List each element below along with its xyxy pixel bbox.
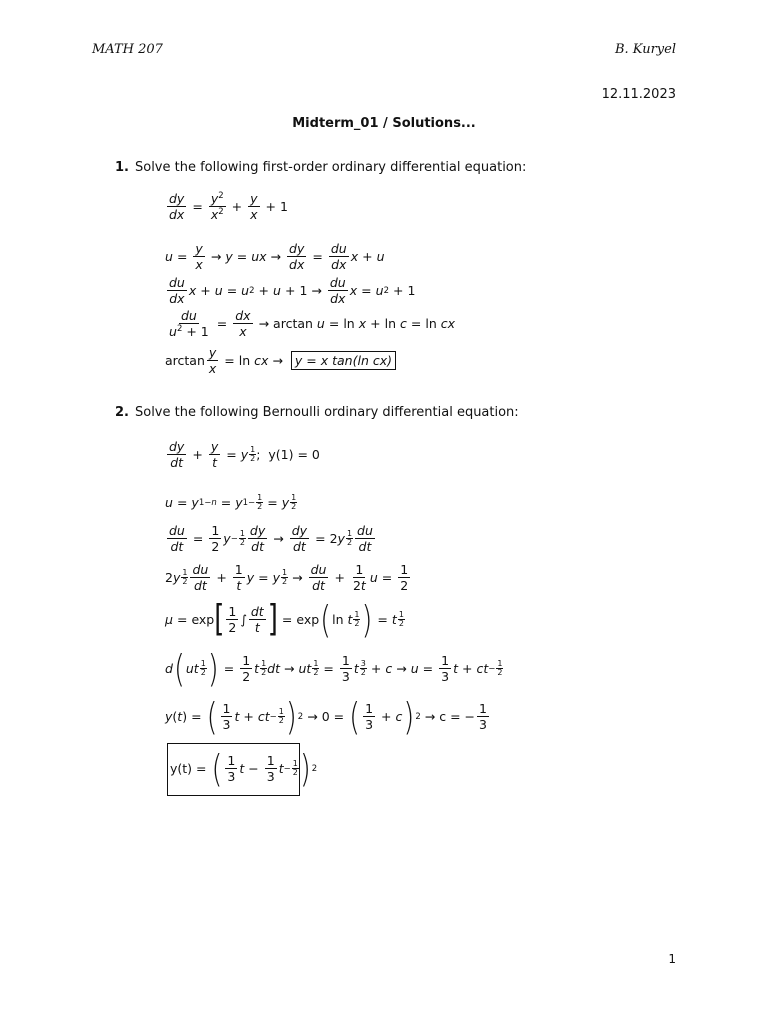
p1-answer-box <box>291 351 396 370</box>
p1-equation: $\frac{dy}{dx}$ = $\frac{y^2}{x^2}$ + $\frac{y}{x}$ + 1 <box>169 191 288 223</box>
problem-2-statement <box>115 405 519 420</box>
author-header: B. Kuryel <box>614 42 676 57</box>
document-date: 12.11.2023 <box>601 87 676 102</box>
p2-c-value: c = − <box>439 709 476 724</box>
p1-step-substitution: u = $\frac{y}{x}$ → y = ux → $\frac{dy}{dx}$ = $\frac{du}{dx}$ x + u <box>165 241 385 273</box>
p1-step-2: $\frac{du}{dx}$ x + u = u 2 + u + 1 → $\frac{du}{dx}$ x = u 2 + 1 <box>169 275 416 307</box>
p2-step-5: d ( ut 1 2 ) = $\frac{1}{2}$ t 1 2 dt → ut $\frac{1}{2}$ = $\frac{1}{3}$ t 3 2 + c → u = $\frac{1}{3}$ t + ct − $\frac{1}{2}$ <box>165 646 503 691</box>
p2-step-6: y ( t ) = ( $\frac{1}{3}$ t + ct − $\frac{1}{2}$ ) 2 → 0 = ( $\frac{1}{3}$ + c ) 2 → c = − $\frac{1}{3}$ <box>165 694 487 739</box>
p2-step-2: $\frac{du}{dt}$ = $\frac{1}{2}$ y − $\frac{1}{2}$ $\frac{dy}{dt}$ → $\frac{dy}{dt}$ = 2 y 1 2 $\frac{du}{dt}$ <box>169 523 373 555</box>
p2-step-substitution: u = y 1−n = y 1− $\frac{1}{2}$ = y 1 2 <box>165 493 297 511</box>
p2-final-label: y(t) = <box>170 761 207 776</box>
course-header: MATH 207 <box>92 42 163 57</box>
p2-equation: $\frac{dy}{dt}$ + $\frac{y}{t}$ = y 1 2 ; y(1) = 0 <box>169 439 320 471</box>
page-number: 1 <box>668 952 676 966</box>
p2-final-answer: y(t) = ( $\frac{1}{3}$ t − $\frac{1}{3}$ t − $\frac{1}{2}$ ) 2 <box>170 746 318 791</box>
problem-2-text: Solve the following Bernoulli ordinary differential equation: <box>134 405 519 420</box>
p2-step-3: 2 y 1 2 $\frac{du}{dt}$ + $\frac{1}{t}$ y = y 1 2 → $\frac{du}{dt}$ + $\frac{1}{2t}$ u = $\frac{1}{2}$ <box>165 562 409 594</box>
p1-answer: y = x tan(ln cx) <box>294 353 392 369</box>
problem-1-number: 1. <box>115 160 129 175</box>
p1-step-3: $\frac{du}{u^2 + 1}$ = $\frac{dx}{x}$ → arctan u = ln x + ln c = ln cx <box>169 308 455 340</box>
p1-step-4: arctan $\frac{y}{x}$ = ln cx → y = x tan(ln cx) <box>165 346 396 375</box>
p2-initial-condition: y(1) = 0 <box>268 447 320 463</box>
problem-1-statement <box>115 160 526 175</box>
document-title: Midterm_01 / Solutions... <box>292 116 476 131</box>
problem-1-text: Solve the following first-order ordinary differential equation: <box>134 160 527 175</box>
p2-integrating-factor: μ = exp [ $\frac{1}{2}$ ∫ $\frac{dt}{t}$ ] = exp ( ln t 1 2 ) = t 1 2 <box>165 597 404 642</box>
problem-2-number: 2. <box>115 405 129 420</box>
